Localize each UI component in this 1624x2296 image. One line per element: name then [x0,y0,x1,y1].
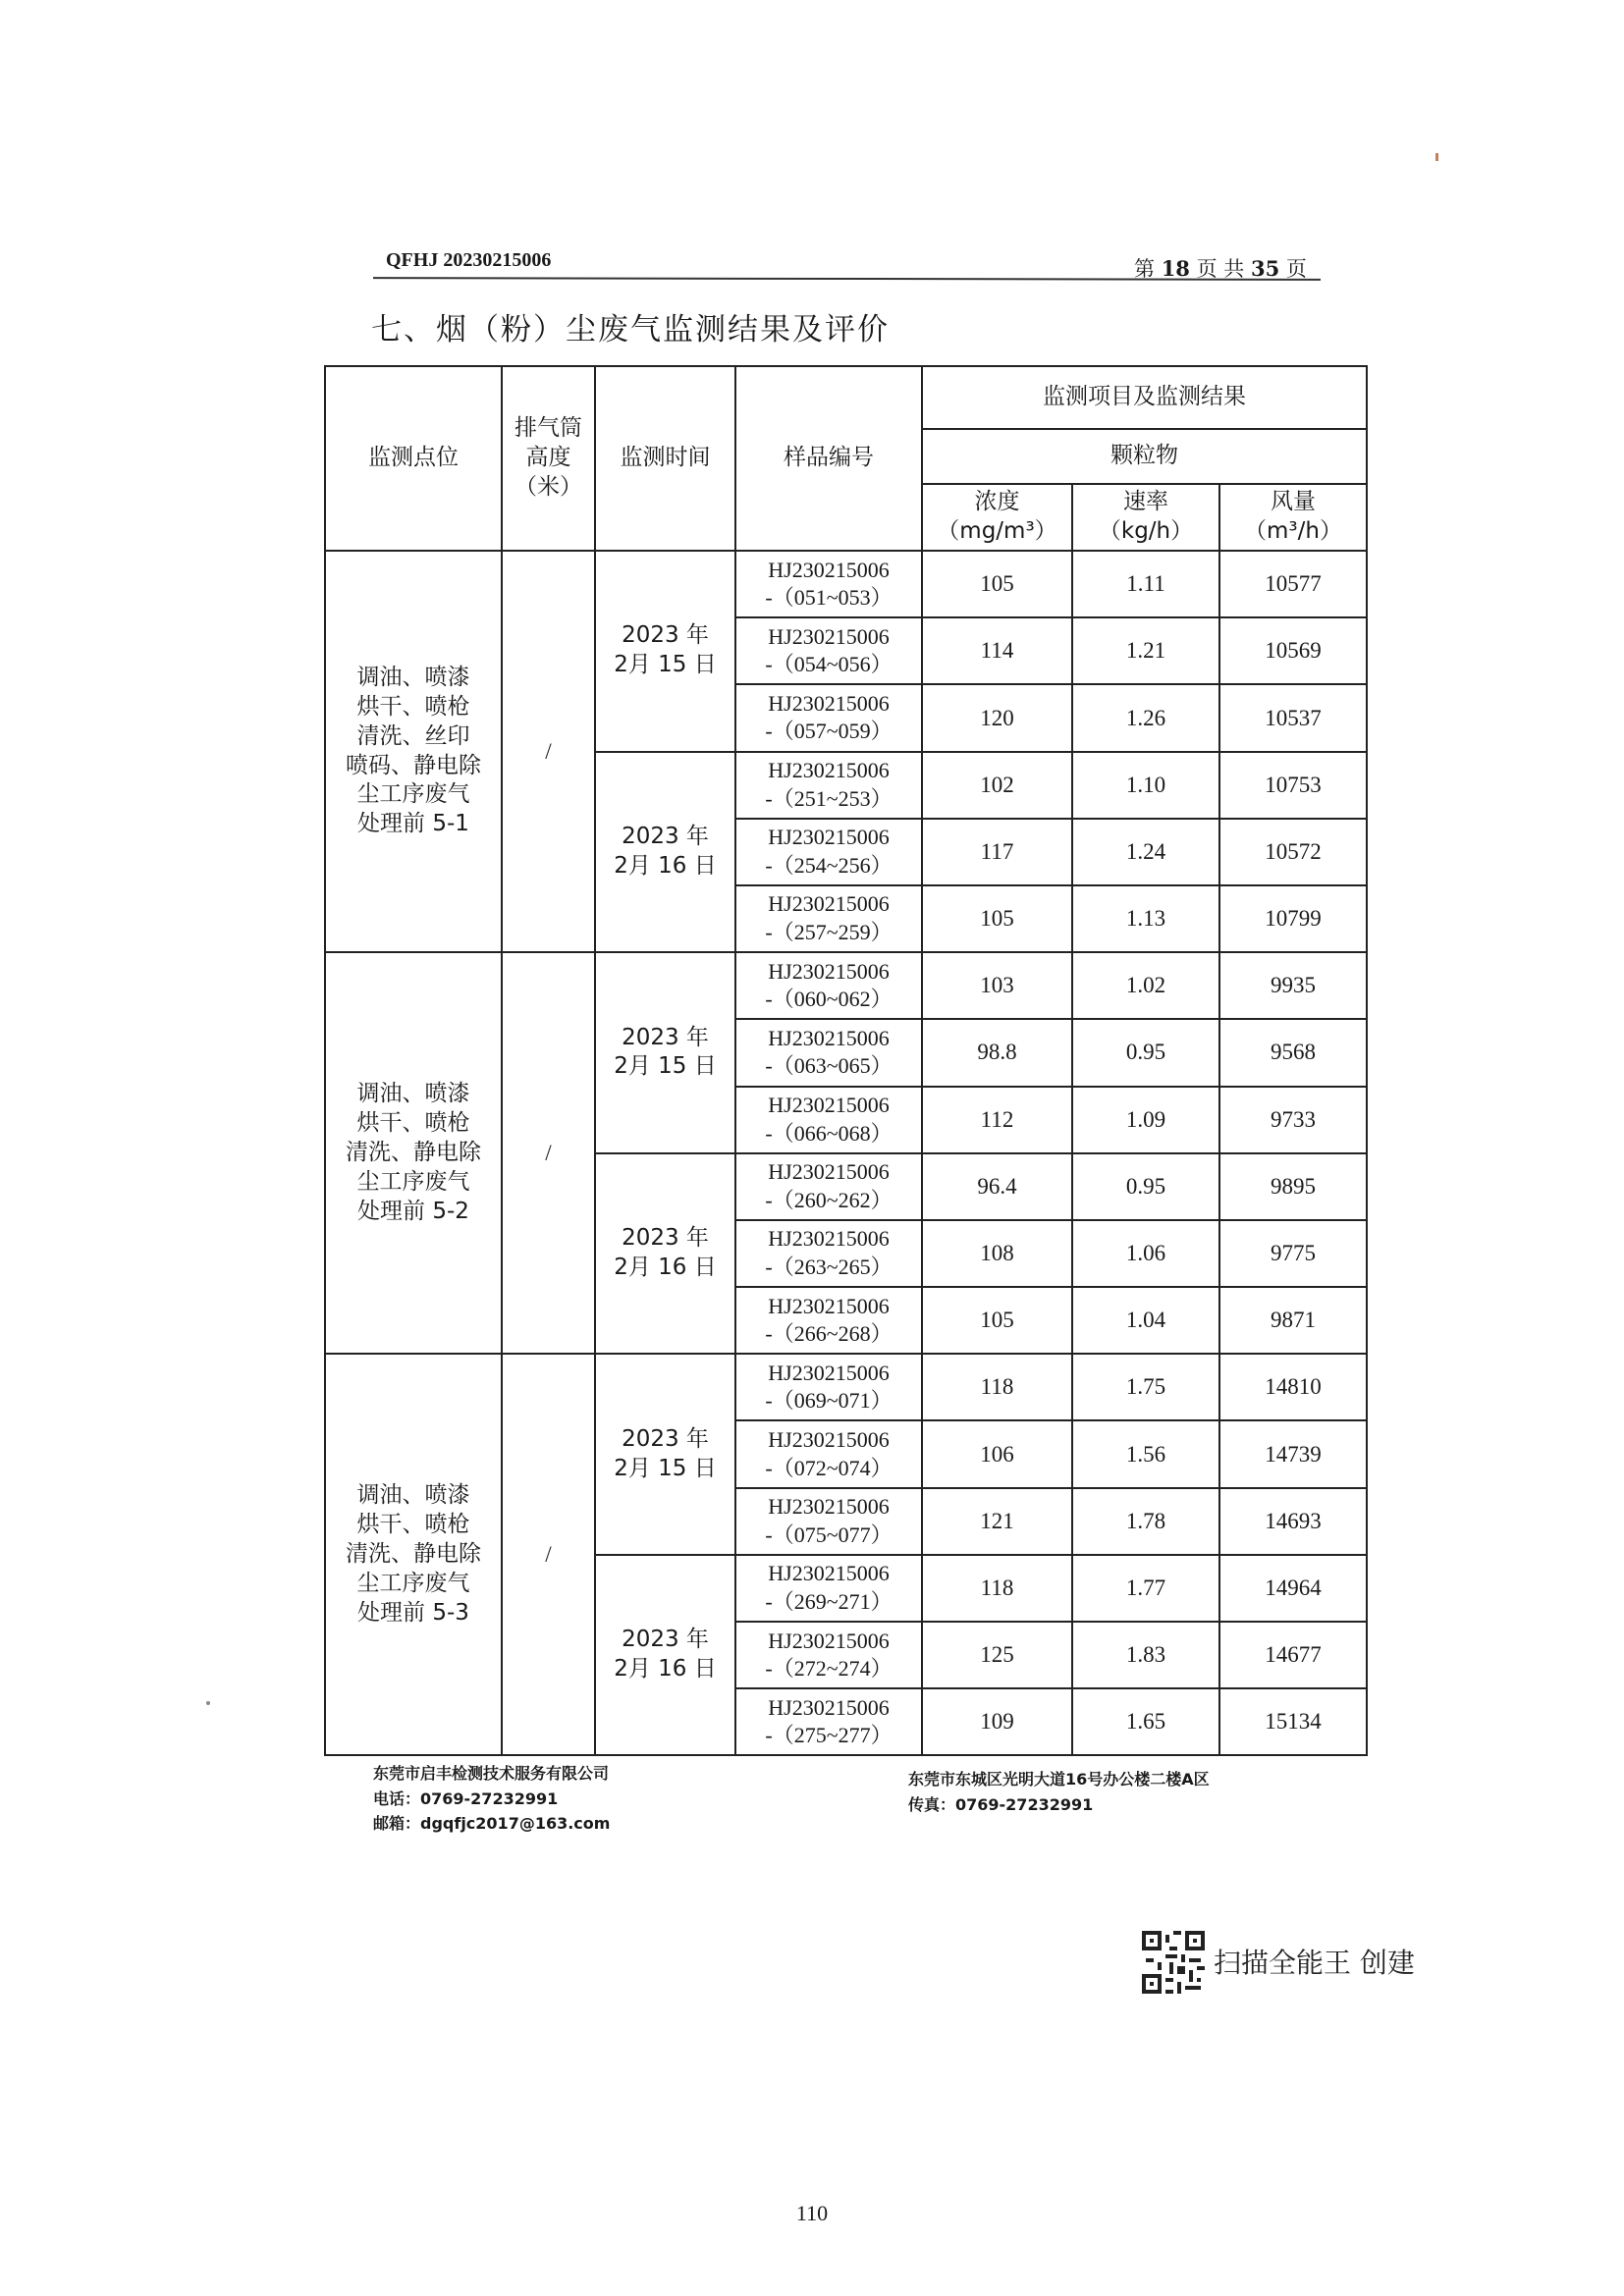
concentration-cell: 112 [922,1087,1072,1153]
concentration-cell: 103 [922,952,1072,1019]
sample-id-cell: HJ230215006 -（272~274） [735,1622,922,1688]
monitoring-point-cell: 调油、喷漆 烘干、喷枪 清洗、静电除 尘工序废气 处理前 5-2 [325,952,502,1354]
footer-email: 邮箱：dgqfjc2017@163.com [373,1814,611,1834]
emission-rate-cell: 1.11 [1072,551,1219,617]
monitoring-date-cell: 2023 年 2月 15 日 [595,551,735,752]
page-number: 110 [795,2201,829,2225]
emission-rate-cell: 1.56 [1072,1420,1219,1487]
sample-id-cell: HJ230215006 -（066~068） [735,1087,922,1153]
air-flow-cell: 9871 [1219,1287,1367,1354]
page-indicator: 第 18 页 共 35 页 [1134,256,1307,281]
section-title: 七、烟（粉）尘废气监测结果及评价 [371,312,890,347]
monitoring-date-cell: 2023 年 2月 15 日 [595,1354,735,1555]
concentration-cell: 121 [922,1488,1072,1555]
concentration-cell: 118 [922,1555,1072,1622]
emission-rate-cell: 1.02 [1072,952,1219,1019]
concentration-cell: 109 [922,1688,1072,1755]
col-rate-header: 速率 （kg/h） [1072,484,1219,551]
emission-rate-cell: 1.04 [1072,1287,1219,1354]
concentration-cell: 117 [922,819,1072,885]
footer-fax: 传真：0769-27232991 [908,1794,1094,1814]
sample-id-cell: HJ230215006 -（263~265） [735,1220,922,1287]
emission-rate-cell: 0.95 [1072,1153,1219,1220]
air-flow-cell: 14810 [1219,1354,1367,1420]
results-body [325,551,1367,1755]
monitoring-date-cell: 2023 年 2月 15 日 [595,952,735,1153]
table-row [325,1354,1367,1420]
air-flow-cell: 9733 [1219,1087,1367,1153]
col-sample-header: 样品编号 [735,366,922,551]
emission-rate-cell: 0.95 [1072,1019,1219,1086]
air-flow-cell: 9775 [1219,1220,1367,1287]
col-time-header: 监测时间 [595,366,735,551]
air-flow-cell: 10799 [1219,885,1367,952]
sample-id-cell: HJ230215006 -（051~053） [735,551,922,617]
results-table [324,365,1368,1756]
air-flow-cell: 10572 [1219,819,1367,885]
sample-id-cell: HJ230215006 -（251~253） [735,752,922,819]
emission-rate-cell: 1.83 [1072,1622,1219,1688]
emission-rate-cell: 1.24 [1072,819,1219,885]
footer-phone: 电话：0769-27232991 [373,1789,559,1808]
footer-contact [373,1761,610,1837]
sample-id-cell: HJ230215006 -（054~056） [735,617,922,684]
corner-mark [1435,153,1438,161]
emission-rate-cell: 1.65 [1072,1688,1219,1755]
emission-rate-cell: 1.10 [1072,752,1219,819]
sample-id-cell: HJ230215006 -（075~077） [735,1488,922,1555]
air-flow-cell: 14677 [1219,1622,1367,1688]
footer-address: 东莞市东城区光明大道16号办公楼二楼A区 [908,1770,1210,1789]
air-flow-cell: 15134 [1219,1688,1367,1755]
col-results-header: 监测项目及监测结果 [922,366,1367,429]
table-row [325,551,1367,617]
concentration-cell: 102 [922,752,1072,819]
monitoring-date-cell: 2023 年 2月 16 日 [595,752,735,953]
col-point-header: 监测点位 [325,366,502,551]
stack-height-cell: / [502,952,595,1354]
table-row [325,952,1367,1019]
concentration-cell: 118 [922,1354,1072,1420]
sample-id-cell: HJ230215006 -（057~059） [735,684,922,751]
speck [206,1701,210,1705]
emission-rate-cell: 1.09 [1072,1087,1219,1153]
report-number: QFHJ 20230215006 [386,249,552,271]
emission-rate-cell: 1.75 [1072,1354,1219,1420]
concentration-cell: 96.4 [922,1153,1072,1220]
sample-id-cell: HJ230215006 -（069~071） [735,1354,922,1420]
footer-address-block [908,1767,1210,1817]
stack-height-cell: / [502,551,595,952]
air-flow-cell: 14739 [1219,1420,1367,1487]
col-flow-header: 风量 （m³/h） [1219,484,1367,551]
monitoring-date-cell: 2023 年 2月 16 日 [595,1153,735,1355]
footer-company: 东莞市启丰检测技术服务有限公司 [373,1764,610,1783]
emission-rate-cell: 1.77 [1072,1555,1219,1622]
concentration-cell: 114 [922,617,1072,684]
emission-rate-cell: 1.26 [1072,684,1219,751]
air-flow-cell: 9895 [1219,1153,1367,1220]
air-flow-cell: 14693 [1219,1488,1367,1555]
sample-id-cell: HJ230215006 -（254~256） [735,819,922,885]
col-conc-header: 浓度 （mg/m³） [922,484,1072,551]
monitoring-point-cell: 调油、喷漆 烘干、喷枪 清洗、丝印 喷码、静电除 尘工序废气 处理前 5-1 [325,551,502,952]
air-flow-cell: 14964 [1219,1555,1367,1622]
concentration-cell: 105 [922,1287,1072,1354]
concentration-cell: 105 [922,551,1072,617]
concentration-cell: 125 [922,1622,1072,1688]
emission-rate-cell: 1.06 [1072,1220,1219,1287]
concentration-cell: 98.8 [922,1019,1072,1086]
sample-id-cell: HJ230215006 -（266~268） [735,1287,922,1354]
header-row-1 [325,366,1367,429]
emission-rate-cell: 1.21 [1072,617,1219,684]
air-flow-cell: 9568 [1219,1019,1367,1086]
air-flow-cell: 10577 [1219,551,1367,617]
sample-id-cell: HJ230215006 -（060~062） [735,952,922,1019]
air-flow-cell: 10537 [1219,684,1367,751]
stack-height-cell: / [502,1354,595,1755]
sample-id-cell: HJ230215006 -（072~074） [735,1420,922,1487]
monitoring-date-cell: 2023 年 2月 16 日 [595,1555,735,1756]
concentration-cell: 108 [922,1220,1072,1287]
emission-rate-cell: 1.78 [1072,1488,1219,1555]
scanner-watermark: 扫描全能王 创建 [1214,1947,1415,1979]
header-rule [373,277,1321,281]
col-height-header: 排气筒 高度 （米） [502,366,595,551]
col-pollutant-header: 颗粒物 [922,429,1367,484]
sample-id-cell: HJ230215006 -（257~259） [735,885,922,952]
emission-rate-cell: 1.13 [1072,885,1219,952]
air-flow-cell: 9935 [1219,952,1367,1019]
sample-id-cell: HJ230215006 -（063~065） [735,1019,922,1086]
air-flow-cell: 10569 [1219,617,1367,684]
qr-code-icon [1142,1931,1205,1994]
sample-id-cell: HJ230215006 -（269~271） [735,1555,922,1622]
air-flow-cell: 10753 [1219,752,1367,819]
sample-id-cell: HJ230215006 -（275~277） [735,1688,922,1755]
sample-id-cell: HJ230215006 -（260~262） [735,1153,922,1220]
monitoring-point-cell: 调油、喷漆 烘干、喷枪 清洗、静电除 尘工序废气 处理前 5-3 [325,1354,502,1755]
concentration-cell: 120 [922,684,1072,751]
concentration-cell: 105 [922,885,1072,952]
concentration-cell: 106 [922,1420,1072,1487]
